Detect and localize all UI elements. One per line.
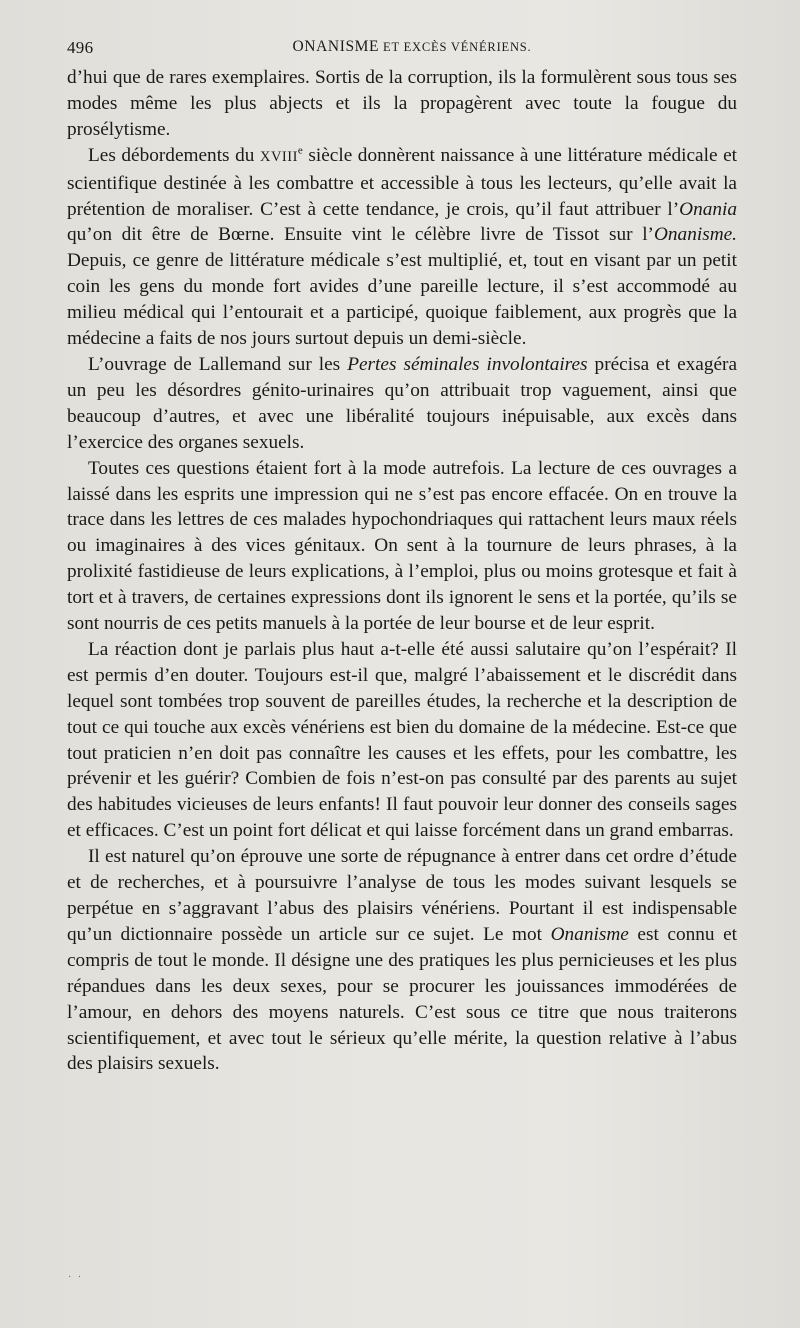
- page-speck-marks: · ·: [68, 1272, 84, 1283]
- word-onanisme: Onanisme: [550, 923, 629, 945]
- title-onania: Onania: [679, 198, 737, 220]
- running-head-rest: ET EXCÈS VÉNÉRIENS.: [379, 40, 532, 54]
- running-head-main: ONANISME: [292, 38, 380, 55]
- title-onanisme: Onanisme.: [653, 224, 737, 246]
- page-header: [67, 38, 737, 62]
- paragraph-2-part-2: siècle donnèrent naissance à une littérature médicale et scientifique destinée à les combattre et accessible à tous les lecteurs, qu’elle avait la prétention de moraliser. C’est à cette tendance, je crois, qu’il faut attribuer l’: [67, 144, 737, 220]
- paragraph-3: [67, 352, 737, 456]
- paragraph-6: [67, 844, 737, 1077]
- paragraph-2-part-3: qu’on dit être de Bœrne. Ensuite vint le célèbre livre de Tissot sur l’: [67, 224, 654, 246]
- paragraph-2: [67, 143, 737, 352]
- paragraph-5: La réaction dont je parlais plus haut a-t-elle été aussi salutaire qu’on l’espérait? Il est permis d’en douter. Toujours est-il que, malgré l’abaissement et le discrédit dans lequel sont tombées trop souvent de pareilles études, la recherche et la description de tout ce qui touche aux excès vénériens est bien du domaine de la médecine. Est-ce que tout praticien n’en doit pas connaître les causes et les effets, pour les combattre, les prévenir et les guérir? Combien de fois n’est-on pas consulté par des parents au sujet des habitudes vicieuses de leurs enfants! Il faut pouvoir leur donner des conseils sages et efficaces. C’est un point fort délicat et qui laisse forcément dans un grand embarras.: [67, 638, 737, 842]
- paragraph-3-part-1: L’ouvrage de Lallemand sur les: [88, 353, 348, 375]
- paragraph-4: Toutes ces questions étaient fort à la mode autrefois. La lecture de ces ouvrages a laissé dans les esprits une impression qui ne s’est pas encore effacée. On en trouve la trace dans les lettres de ces malades hypochondriaques qui rattachent leurs maux réels ou imaginaires à des vices génitaux. On sent à la tournure de leurs phrases, à la prolixité fastidieuse de leurs explications, à l’emploi, plus ou moins grotesque et fait à tort et à travers, de certaines expressions dont ils ignorent le sens et la portée, qu’ils se sont nourris de ces petits manuels à la portée de leur bourse et de leur esprit.: [67, 457, 737, 635]
- paragraph-3-part-2: précisa et exagéra un peu les désordres génito-urinaires qu’on attribuait trop vaguement, ainsi que beaucoup d’autres, et avec une libéralité toujours inépuisable, aux excès dans l’exercice des organes sexuels.: [67, 353, 738, 453]
- paragraph-1: d’hui que de rares exemplaires. Sortis de la corruption, ils la formulèrent sous tous ses modes même les plus abjects et ils la propagèrent avec toute la fougue du prosélytisme.: [67, 67, 737, 140]
- paragraph-6-part-2: est connu et compris de tout le monde. Il désigne une des pratiques les plus pernicieuses et les plus répandues dans les deux sexes, pour se procurer les jouissances immodérées de l’amour, en dehors des moyens naturels. C’est sous ce titre que nous traiterons scientifiquement, et avec tout le sérieux qu’elle mérite, la question relative à l’abus des plaisirs sexuels.: [67, 923, 738, 1075]
- title-pertes-seminales: Pertes séminales involontaires: [347, 353, 588, 375]
- paragraph-2-part-4: Depuis, ce genre de littérature médicale s’est multiplié, et, tout en visant par un petit coin les gens du monde fort avides d’une pareille lecture, il s’est accommodé au milieu médical qui l’entourait et a participé, quoique faiblement, aux progrès que la médecine a faits de nos jours surtout depuis un demi-siècle.: [67, 250, 737, 350]
- century-numeral: XVIII: [259, 148, 298, 165]
- running-head: [67, 38, 737, 56]
- century-superscript: e: [297, 144, 303, 157]
- paragraph-6-part-1: Il est naturel qu’on éprouve une sorte de répugnance à entrer dans cet ordre d’étude et de recherches, et à poursuivre l’analyse de tous les modes suivant lesquels se perpétue en s’aggravant l’abus des plaisirs vénériens. Pourtant il est indispensable qu’un dictionnaire possède un article sur ce sujet. Le mot: [67, 846, 737, 945]
- page-number: 496: [67, 38, 94, 57]
- body-text: [67, 65, 737, 1077]
- paragraph-2-part-1: Les débordements du: [88, 144, 260, 166]
